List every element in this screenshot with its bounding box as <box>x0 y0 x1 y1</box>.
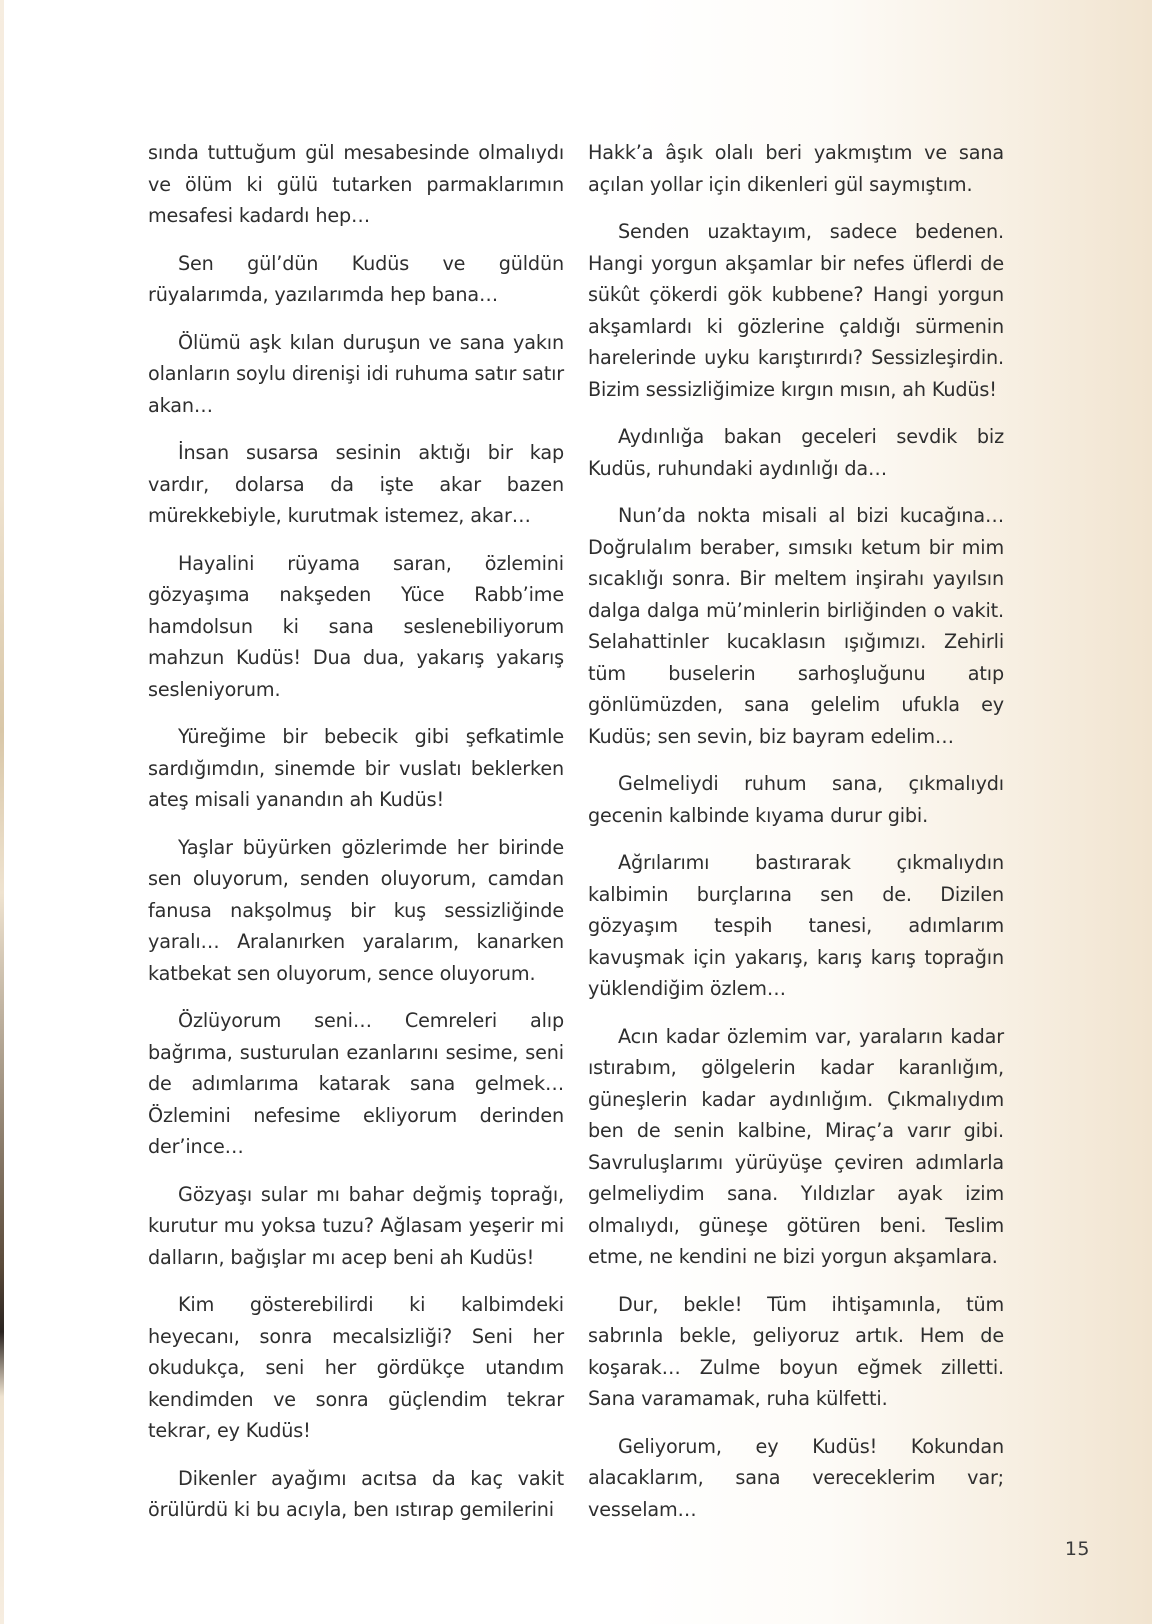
paragraph: Aydınlığa bakan geceleri sevdik biz Kudüs, ruhundaki aydınlığı da… <box>588 425 1004 480</box>
paragraph: Ağrılarımı bastırarak çıkmalıydın kalbimin burçlarına sen de. Dizilen gözyaşım tespih tanesi, adımlarım kavuşmak için yakarış, karış karış toprağın yüklendiğim özlem… <box>588 851 1004 1000</box>
paragraph: Senden uzaktayım, sadece bedenen. Hangi yorgun akşamlar bir nefes üflerdi de sükût çökerdi gök kubbene? Hangi yorgun akşamlardı ki gözlerine çaldığı sürmenin harelerinde uyku karıştırırdı? Sessizleşirdin. Bizim sessizliğimize kırgın mısın, ah Kudüs! <box>588 220 1004 401</box>
left-text-column <box>148 137 564 1542</box>
paragraph: Dikenler ayağımı acıtsa da kaç vakit örülürdü ki bu acıyla, ben ıstırap gemilerini <box>148 1466 564 1521</box>
paragraph: Yaşlar büyürken gözlerimde her birinde sen oluyorum, senden oluyorum, camdan fanusa nakşolmuş bir kuş sessizliğinde yaralı… Aralanırken yaralarım, kanarken katbekat sen oluyorum, sence oluyorum. <box>148 835 564 985</box>
paragraph: Hayalini rüyama saran, özlemini gözyaşıma nakşeden Yüce Rabb’ime hamdolsun ki sana seslenebiliyorum mahzun Kudüs! Dua dua, yakarış yakarış sesleniyorum. <box>148 551 564 701</box>
page-edge-shadow <box>0 0 4 1624</box>
paragraph: Kim gösterebilirdi ki kalbimdeki heyecanı, sonra mecalsizliği? Seni her okudukça, seni her gördükçe utandım kendimden ve sonra güçlendim tekrar tekrar, ey Kudüs! <box>148 1293 564 1442</box>
paragraph: sında tuttuğum gül mesabesinde olmalıydı ve ölüm ki gülü tutarken parmaklarımın mesafesi kadardı hep… <box>148 141 564 227</box>
paragraph: Sen gül’dün Kudüs ve güldün rüyalarımda, yazılarımda hep bana… <box>148 251 564 306</box>
paragraph: İnsan susarsa sesinin aktığı bir kap vardır, dolarsa da işte akar bazen mürekkebiyle, kurutmak istemez, akar… <box>148 441 564 527</box>
paragraph: Yüreğime bir bebecik gibi şefkatimle sardığımdın, sinemde bir vuslatı beklerken ateş misali yanandın ah Kudüs! <box>148 725 564 811</box>
paragraph: Geliyorum, ey Kudüs! Kokundan alacaklarım, sana vereceklerim var; vesselam… <box>588 1434 1004 1521</box>
paragraph: Hakk’a âşık olalı beri yakmıştım ve sana açılan yollar için dikenleri gül saymıştım. <box>588 141 1004 196</box>
paragraph: Gözyaşı sular mı bahar değmiş toprağı, kurutur mu yoksa tuzu? Ağlasam yeşerir mi dalların, bağışlar mı acep beni ah Kudüs! <box>148 1182 564 1269</box>
paragraph: Gelmeliydi ruhum sana, çıkmalıydı gecenin kalbinde kıyama durur gibi. <box>588 772 1004 827</box>
page-number: 15 <box>1064 1538 1090 1560</box>
right-text-column <box>588 137 1004 1541</box>
paragraph: Özlüyorum seni… Cemreleri alıp bağrıma, susturulan ezanlarını sesime, seni de adımlarıma katarak sana gelmek… Özlemini nefesime ekliyorum derinden der’ince… <box>148 1009 564 1158</box>
paragraph: Dur, bekle! Tüm ihtişamınla, tüm sabrınla bekle, geliyoruz artık. Hem de koşarak… Zulme boyun eğmek zilletti. Sana varamamak, ruha külfetti. <box>588 1292 1004 1410</box>
paragraph: Nun’da nokta misali al bizi kucağına… Doğrulalım beraber, sımsıkı ketum bir mim sıcaklığı sonra. Bir meltem inşirahı yayılsın dalga dalga mü’minlerin birliğinden o vakit. Selahattinler kucaklasın ışığımızı. Zehirli tüm buselerin sarhoşluğunu atıp gönlümüzden, sana gelelim ufukla ey Kudüs; sen sevin, biz bayram edelim… <box>588 504 1004 748</box>
paragraph: Acın kadar özlemim var, yaraların kadar ıstırabım, gölgelerin kadar karanlığım, güneşlerin kadar aydınlığım. Çıkmalıydım ben de senin kalbine, Miraç’a varır gibi. Savruluşlarımı yürüyüşe çeviren adımlarla gelmeliydim sana. Yıldızlar ayak izim olmalıydı, güneşe götüren beni. Teslim etme, ne kendini ne bizi yorgun akşamlara. <box>588 1024 1004 1268</box>
paragraph: Ölümü aşk kılan duruşun ve sana yakın olanların soylu direnişi idi ruhuma satır satır akan… <box>148 330 564 417</box>
